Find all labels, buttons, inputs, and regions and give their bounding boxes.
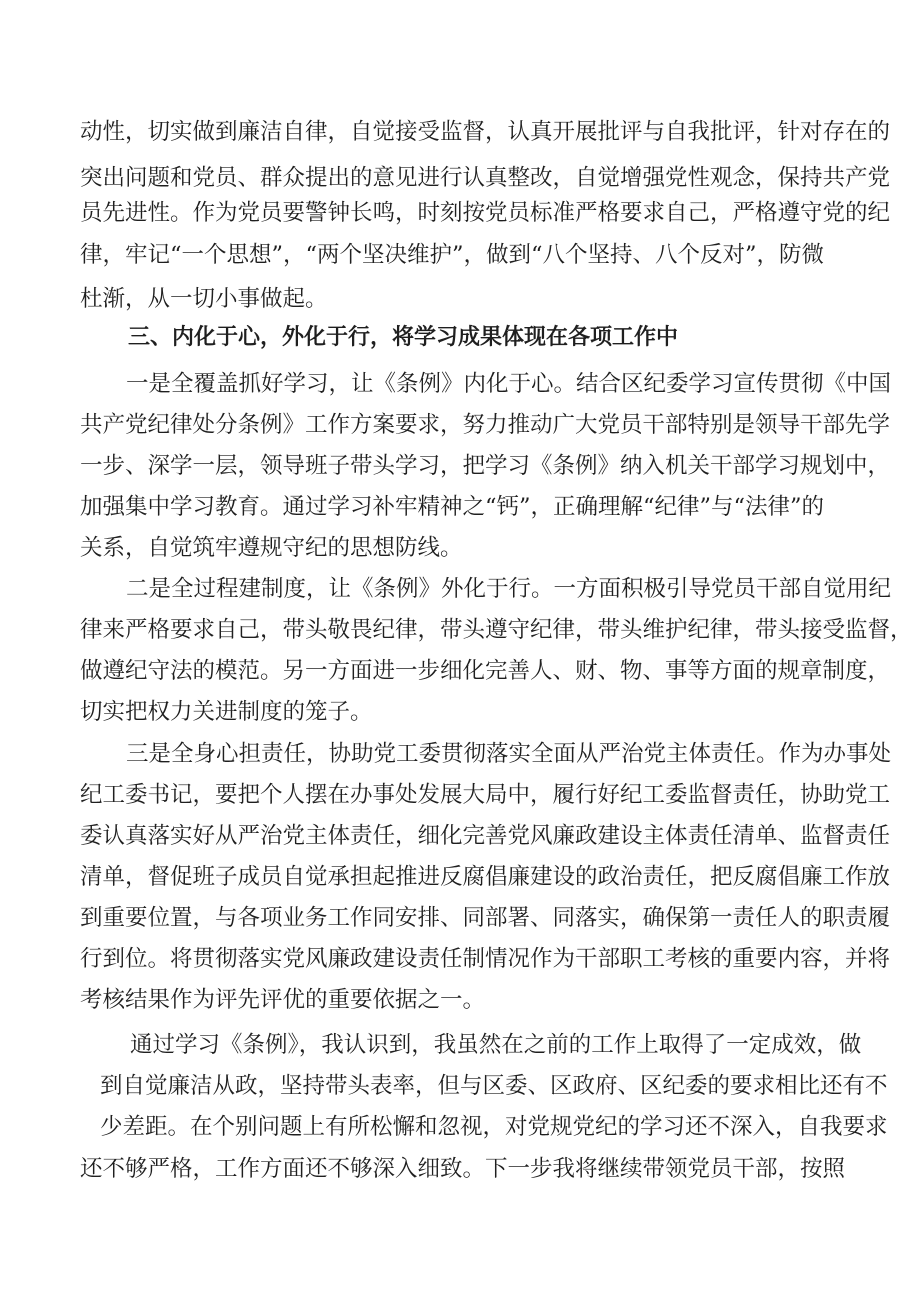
text-line: 杜渐，从一切小事做起。 — [80, 286, 328, 312]
text-line: 共产党纪律处分条例》工作方案要求，努力推动广大党员干部特别是领导干部先学 — [80, 412, 891, 438]
text-line: 律，牢记“一个思想”，“两个坚决维护”，做到“八个坚持、八个反对”，防微 — [80, 242, 825, 268]
text-line: 关系，自觉筑牢遵规守纪的思想防线。 — [80, 535, 463, 561]
text-line: 突出问题和党员、群众提出的意见进行认真整改，自觉增强党性观念，保持共产党 — [80, 165, 891, 191]
text-line: 做遵纪守法的模范。另一方面进一步细化完善人、财、物、事等方面的规章制度， — [80, 658, 891, 684]
text-line: 切实把权力关进制度的笼子。 — [80, 699, 373, 725]
text-line: 三是全身心担责任，协助党工委贯彻落实全面从严治党主体责任。作为办事处 — [126, 741, 892, 767]
text-line: 一是全覆盖抓好学习，让《条例》内化于心。结合区纪委学习宣传贯彻《中国 — [126, 371, 892, 397]
text-line: 考核结果作为评先评优的重要依据之一。 — [80, 987, 486, 1013]
text-line: 律来严格要求自己，带头敬畏纪律，带头遵守纪律，带头维护纪律，带头接受监督， — [80, 617, 913, 643]
text-line: 到自觉廉洁从政，坚持带头表率，但与区委、区政府、区纪委的要求相比还有不 — [100, 1073, 888, 1099]
section-heading: 三、内化于心，外化于行，将学习成果体现在各项工作中 — [128, 325, 679, 350]
text-line: 委认真落实好从严治党主体责任，细化完善党风廉政建设主体责任清单、监督责任 — [80, 823, 891, 849]
text-line: 动性，切实做到廉洁自律，自觉接受监督，认真开展批评与自我批评，针对存在的 — [80, 119, 891, 145]
text-line: 还不够严格，工作方面还不够深入细致。下一步我将继续带领党员干部，按照 — [80, 1156, 846, 1182]
text-line: 少差距。在个别问题上有所松懈和忽视，对党规党纪的学习还不深入，自我要求 — [100, 1114, 888, 1140]
text-line: 纪工委书记，要把个人摆在办事处发展大局中，履行好纪工委监督责任，协助党工 — [80, 782, 891, 808]
text-line: 到重要位置，与各项业务工作同安排、同部署、同落实，确保第一责任人的职责履 — [80, 905, 891, 931]
text-line: 一步、深学一层，领导班子带头学习，把学习《条例》纳入机关干部学习规划中， — [80, 453, 891, 479]
text-line: 通过学习《条例》，我认识到，我虽然在之前的工作上取得了一定成效，做 — [130, 1032, 862, 1058]
text-line: 员先进性。作为党员要警钟长鸣，时刻按党员标准严格要求自己，严格遵守党的纪 — [80, 200, 891, 226]
text-line: 加强集中学习教育。通过学习补牢精神之“钙”，正确理解“纪律”与“法律”的 — [80, 494, 825, 520]
text-line: 清单，督促班子成员自觉承担起推进反腐倡廉建设的政治责任，把反腐倡廉工作放 — [80, 864, 891, 890]
text-line: 二是全过程建制度，让《条例》外化于行。一方面积极引导党员干部自觉用纪 — [126, 576, 892, 602]
text-line: 行到位。将贯彻落实党风廉政建设责任制情况作为干部职工考核的重要内容，并将 — [80, 946, 891, 972]
